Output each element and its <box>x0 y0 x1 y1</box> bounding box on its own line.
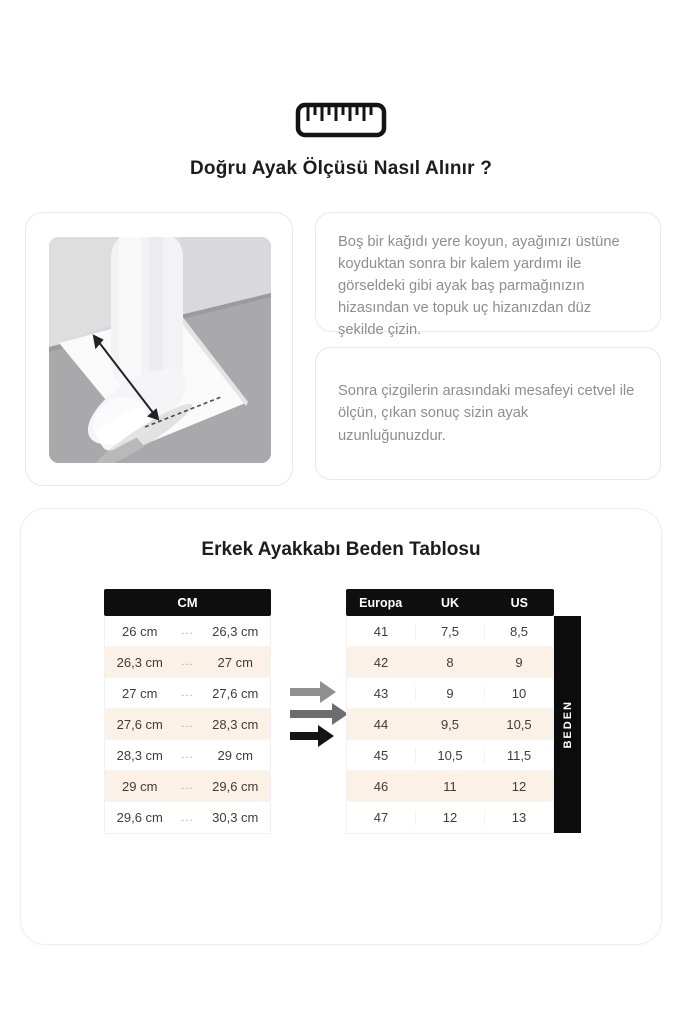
size-cell: 10,5 <box>415 748 484 763</box>
size-cell: 9 <box>484 655 553 670</box>
foot-photo-card <box>25 212 293 486</box>
size-cell: 10 <box>484 686 553 701</box>
instruction-step-2-text: Sonra çizgilerin arasındaki mesafeyi cetvel ile ölçün, çıkan sonuç sizin ayak uzunluğunuzdur. <box>338 383 635 444</box>
cm-table <box>104 589 271 834</box>
size-cell: 8,5 <box>484 624 553 639</box>
cm-table-row <box>105 616 270 647</box>
size-cell: 13 <box>484 810 553 825</box>
size-cell: 43 <box>373 685 389 701</box>
cm-from-value: 28,3 cm <box>116 747 163 763</box>
international-size-table-header <box>346 589 554 616</box>
cm-table-row <box>105 771 270 802</box>
range-separator: ... <box>181 811 194 824</box>
size-table-row <box>347 740 553 771</box>
range-separator: ... <box>181 780 194 792</box>
size-table-row <box>347 709 553 740</box>
range-separator: ... <box>181 718 194 730</box>
size-table-card <box>20 508 662 945</box>
beden-label: BEDEN <box>561 700 574 749</box>
cm-from-value: 27,6 cm <box>116 716 163 732</box>
size-column-header: US <box>510 595 528 610</box>
range-separator: ... <box>181 656 194 668</box>
beden-vertical-bar <box>554 616 581 833</box>
size-table-row <box>347 678 553 709</box>
cm-to-value: 27 cm <box>217 654 253 670</box>
size-table-row <box>347 771 553 802</box>
size-cell: 9 <box>415 686 484 701</box>
cm-table-header: CM <box>104 589 271 616</box>
cm-from-value: 27 cm <box>122 685 158 701</box>
size-cell: 10,5 <box>484 717 553 732</box>
cm-table-body <box>104 616 271 834</box>
cm-table-row <box>105 740 270 771</box>
cm-table-row <box>105 678 270 709</box>
size-cell: 12 <box>415 810 484 825</box>
size-cell: 44 <box>373 716 389 732</box>
size-cell: 7,5 <box>415 624 484 639</box>
cm-table-row <box>105 709 270 740</box>
international-size-table <box>346 589 554 834</box>
cm-table-row <box>105 647 270 678</box>
international-size-table-body <box>346 616 554 834</box>
cm-to-value: 27,6 cm <box>212 685 259 701</box>
cm-from-value: 26 cm <box>122 623 158 639</box>
cm-table-row <box>105 802 270 833</box>
cm-from-value: 29,6 cm <box>116 810 163 825</box>
size-cell: 46 <box>373 778 389 794</box>
range-separator: ... <box>181 625 194 637</box>
mapping-arrows-icon <box>284 677 352 754</box>
size-cell: 45 <box>373 747 389 763</box>
size-table-title: Erkek Ayakkabı Beden Tablosu <box>201 539 481 560</box>
foot-measurement-photo <box>49 237 271 463</box>
instruction-step-1 <box>315 212 661 339</box>
size-cell: 47 <box>373 810 389 825</box>
size-table-row <box>347 616 553 647</box>
size-table-row <box>347 802 553 833</box>
ruler-icon <box>0 101 682 144</box>
range-separator: ... <box>181 687 194 699</box>
size-cell: 9,5 <box>415 717 484 732</box>
size-cell: 11,5 <box>484 748 553 763</box>
cm-from-value: 29 cm <box>122 778 158 794</box>
range-separator: ... <box>181 749 194 761</box>
size-column-header: Europa <box>359 595 403 610</box>
size-column-header: UK <box>440 595 460 610</box>
size-cell: 8 <box>415 655 484 670</box>
cm-to-value: 28,3 cm <box>212 716 259 732</box>
instruction-step-1-text: Boş bir kağıdı yere koyun, ayağınızı üstüne koyduktan sonra bir kalem yardımı ile görseldeki gibi ayak baş parmağınızın hizasından ve topuk uç hizanızdan düz şekilde çizin. <box>338 234 620 339</box>
instruction-step-2 <box>315 347 661 480</box>
cm-to-value: 30,3 cm <box>212 810 259 825</box>
cm-from-value: 26,3 cm <box>116 654 163 670</box>
cm-to-value: 26,3 cm <box>212 623 259 639</box>
size-cell: 42 <box>373 654 389 670</box>
size-cell: 12 <box>484 779 553 794</box>
cm-to-value: 29,6 cm <box>212 778 259 794</box>
size-cell: 11 <box>415 779 484 794</box>
page-title: Doğru Ayak Ölçüsü Nasıl Alınır ? <box>189 158 492 179</box>
cm-to-value: 29 cm <box>217 747 253 763</box>
size-table-row <box>347 647 553 678</box>
size-cell: 41 <box>373 623 389 639</box>
